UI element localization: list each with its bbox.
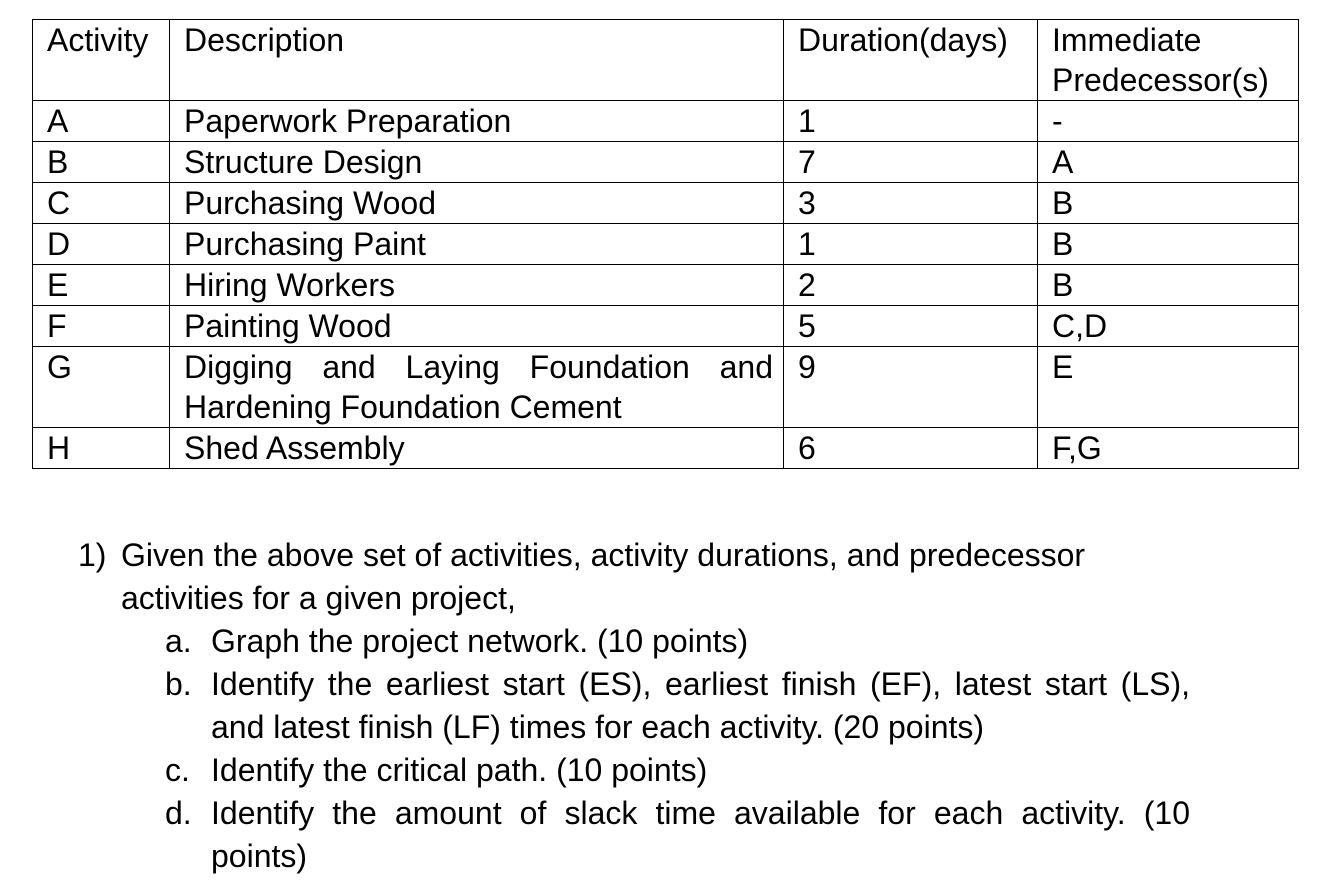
duration-cell: 1 bbox=[784, 101, 1038, 142]
part-label: c. bbox=[165, 752, 190, 788]
description-cell: Digging and Laying Foundation and Hardening Foundation Cement bbox=[170, 347, 784, 428]
table-row bbox=[33, 428, 1299, 469]
predecessor-cell: B bbox=[1038, 183, 1299, 224]
header-predecessors: Immediate Predecessor(s) bbox=[1038, 20, 1299, 101]
question-part bbox=[165, 663, 1190, 749]
table-header-row bbox=[33, 20, 1299, 101]
table-row bbox=[33, 306, 1299, 347]
table-row bbox=[33, 142, 1299, 183]
activity-cell: C bbox=[33, 183, 170, 224]
part-label: a. bbox=[165, 623, 192, 659]
header-duration: Duration(days) bbox=[784, 20, 1038, 101]
question-block bbox=[78, 534, 1190, 878]
duration-cell: 5 bbox=[784, 306, 1038, 347]
header-activity: Activity bbox=[33, 20, 170, 101]
duration-cell: 1 bbox=[784, 224, 1038, 265]
description-cell: Purchasing Wood bbox=[170, 183, 784, 224]
activity-table bbox=[32, 19, 1299, 469]
description-cell: Structure Design bbox=[170, 142, 784, 183]
part-text: Identify the earliest start (ES), earliest finish (EF), latest start (LS), and latest finish (LF) times for each activity. (20 points) bbox=[211, 666, 1190, 745]
table-row bbox=[33, 183, 1299, 224]
part-label: b. bbox=[165, 666, 192, 702]
question-part bbox=[165, 749, 1190, 792]
table-row bbox=[33, 347, 1299, 428]
activity-cell: F bbox=[33, 306, 170, 347]
predecessor-cell: F,G bbox=[1038, 428, 1299, 469]
predecessor-cell: B bbox=[1038, 224, 1299, 265]
predecessor-cell: A bbox=[1038, 142, 1299, 183]
table-row bbox=[33, 224, 1299, 265]
predecessor-cell: C,D bbox=[1038, 306, 1299, 347]
part-text: Identify the critical path. (10 points) bbox=[211, 752, 708, 788]
question-number: 1) bbox=[78, 537, 107, 573]
description-cell: Paperwork Preparation bbox=[170, 101, 784, 142]
duration-cell: 7 bbox=[784, 142, 1038, 183]
predecessor-cell: - bbox=[1038, 101, 1299, 142]
activity-cell: A bbox=[33, 101, 170, 142]
question-part bbox=[165, 620, 1190, 663]
predecessor-cell: B bbox=[1038, 265, 1299, 306]
activity-cell: G bbox=[33, 347, 170, 428]
table-row bbox=[33, 101, 1299, 142]
activity-cell: H bbox=[33, 428, 170, 469]
description-cell: Purchasing Paint bbox=[170, 224, 784, 265]
part-text: Identify the amount of slack time available for each activity. (10 points) bbox=[211, 795, 1190, 874]
question-item bbox=[78, 534, 1190, 620]
description-cell: Shed Assembly bbox=[170, 428, 784, 469]
duration-cell: 3 bbox=[784, 183, 1038, 224]
duration-cell: 6 bbox=[784, 428, 1038, 469]
predecessor-cell: E bbox=[1038, 347, 1299, 428]
question-text: Given the above set of activities, activity durations, and predecessor activities for a given project, bbox=[121, 537, 1086, 616]
table-row bbox=[33, 265, 1299, 306]
question-part bbox=[165, 792, 1190, 878]
description-cell: Painting Wood bbox=[170, 306, 784, 347]
activity-cell: B bbox=[33, 142, 170, 183]
activity-cell: E bbox=[33, 265, 170, 306]
duration-cell: 9 bbox=[784, 347, 1038, 428]
part-label: d. bbox=[165, 795, 192, 831]
description-cell: Hiring Workers bbox=[170, 265, 784, 306]
duration-cell: 2 bbox=[784, 265, 1038, 306]
activity-cell: D bbox=[33, 224, 170, 265]
header-description: Description bbox=[170, 20, 784, 101]
question-parts-list bbox=[165, 620, 1190, 878]
part-text: Graph the project network. (10 points) bbox=[211, 623, 749, 659]
